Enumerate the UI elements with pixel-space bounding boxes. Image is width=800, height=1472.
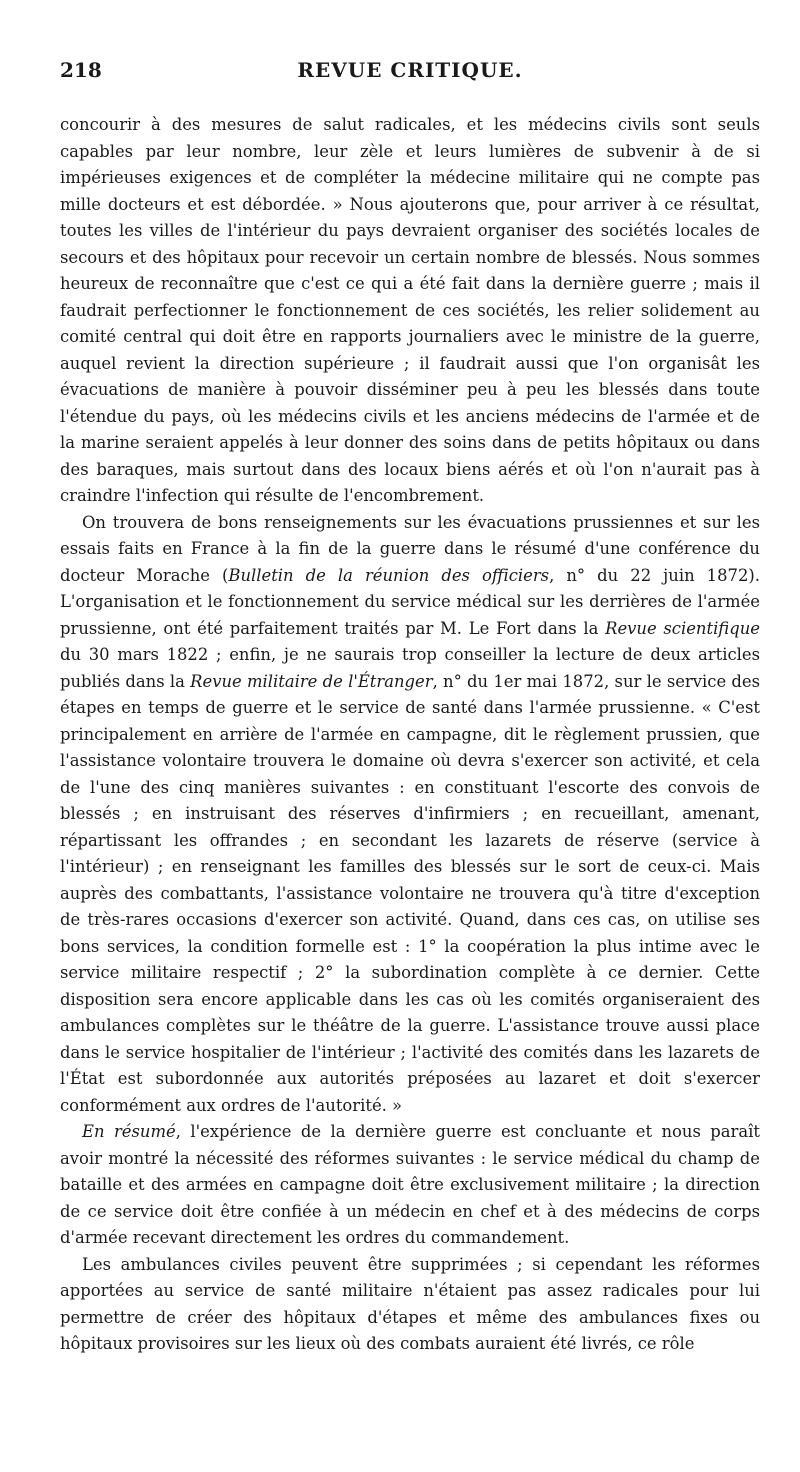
paragraph xyxy=(60,1252,760,1358)
text-run: du 30 mars 1822 ; enfin, je ne saurais trop conseiller la lecture de deux articles publiés dans la xyxy=(60,645,760,691)
italic-text: Bulletin de la réunion des officiers xyxy=(228,565,550,585)
running-title: REVUE CRITIQUE. xyxy=(297,58,523,82)
italic-text: Revue militaire de l'Étranger xyxy=(190,671,433,691)
book-page xyxy=(60,58,760,1358)
italic-text: En résumé xyxy=(82,1122,176,1141)
body-text xyxy=(60,112,760,1358)
text-run: , n° du 22 juin 1872). L'organisation et le fonctionnement du service médical sur les derrières de l'armée prussienne, ont été parfaitement traités par M. Le Fort dans la xyxy=(60,565,760,638)
paragraph xyxy=(60,112,760,510)
page-header xyxy=(60,58,760,94)
italic-text: Revue scientifique xyxy=(605,618,760,638)
paragraph xyxy=(60,1119,760,1252)
text-run: , n° du 1er mai 1872, sur le service des étapes en temps de guerre et le service de santé dans l'armée prussienne. « C'est principalement en arrière de l'armée en campagne, dit le règlement prussien, que l'assistance volontaire trouvera le domaine où devra s'exercer son activité, et cela de l'une des cinq manières suivantes : en constituant l'escorte des convois de blessés ; en instruisant des réserves d'infirmiers ; en recueillant, amenant, répartissant les offrandes ; en secondant les lazarets de réserve (service à l'intérieur) ; en renseignant les familles des blessés sur le sort de ceux-ci. Mais auprès des combattants, l'assistance volontaire ne trouvera qu'à titre d'exception de très-rares occasions d'exercer son activité. Quand, dans ces cas, on utilise ses bons services, la condition formelle est : 1° la coopération la plus intime avec le service militaire respectif ; 2° la subordination complète à ce dernier. Cette disposition sera encore applicable dans les cas où les comités organiseraient des ambulances complètes sur le théâtre de la guerre. L'assistance trouve aussi place dans le service hospitalier de l'intérieur ; l'activité des comités dans les lazarets de l'État est subordonnée aux autorités préposées au lazaret et doit s'exercer conformément aux ordres de l'autorité. » xyxy=(60,671,761,1115)
text-run: , l'expérience de la dernière guerre est concluante et nous paraît avoir montré la nécessité des réformes suivantes : le service médical du champ de bataille et des armées en campagne doit être exclusivement militaire ; la direction de ce service doit être confiée à un médecin en chef et à des médecins de corps d'armée recevant directement les ordres du commandement. xyxy=(60,1122,760,1247)
text-run: concourir à des mesures de salut radicales, et les médecins civils sont seuls capables par leur nombre, leur zèle et leurs lumières de subvenir à de si impérieuses exigences et de compléter la médecine militaire qui ne compte pas mille docteurs et est débordée. » Nous ajouterons que, pour arriver à ce résultat, toutes les villes de l'intérieur du pays devraient organiser des sociétés locales de secours et des hôpitaux pour recevoir un certain nombre de blessés. Nous sommes heureux de reconnaître que c'est ce qui a été fait dans la dernière guerre ; mais il faudrait perfectionner le fonctionnement de ces sociétés, les relier solidement au comité central qui doit être en rapports journaliers avec le ministre de la guerre, auquel revient la direction supérieure ; il faudrait aussi que l'on organisât les évacuations de manière à pouvoir disséminer peu à peu les blessés dans toute l'étendue du pays, où les médecins civils et les anciens médecins de l'armée et de la marine seraient appelés à leur donner des soins dans de petits hôpitaux ou dans des baraques, mais surtout dans des locaux biens aérés et où l'on n'aurait pas à craindre l'infection qui résulte de l'encombrement. xyxy=(60,115,760,505)
text-run: On trouvera de bons renseignements sur les évacuations prussiennes et sur les essais faits en France à la fin de la guerre dans le résumé d'une conférence du docteur Morache ( xyxy=(60,512,760,585)
paragraph xyxy=(60,510,760,1120)
page-number: 218 xyxy=(60,58,102,82)
text-run: Les ambulances civiles peuvent être supprimées ; si cependant les réformes apportées au service de santé militaire n'étaient pas assez radicales pour lui permettre de créer des hôpitaux d'étapes et même des ambulances fixes ou hôpitaux provisoires sur les lieux où des combats auraient été livrés, ce rôle xyxy=(60,1254,760,1353)
